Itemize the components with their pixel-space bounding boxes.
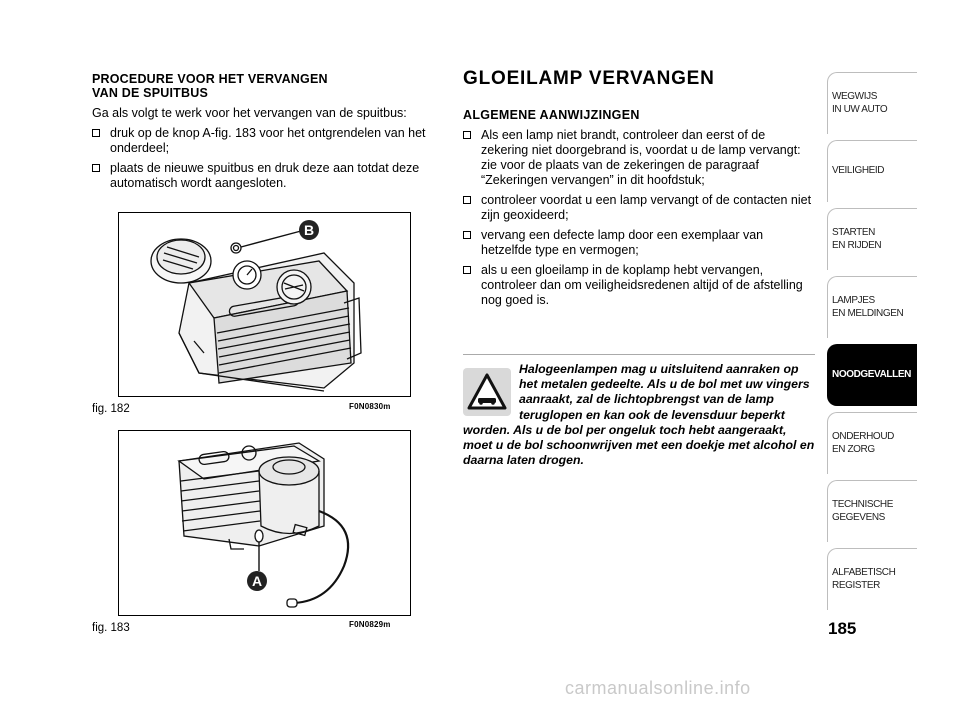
figure-182-illustration [118, 212, 411, 397]
checkbox-bullet-icon [463, 131, 471, 139]
figure-183-illustration [118, 430, 411, 616]
chapter-tabs [827, 72, 917, 616]
procedure-heading: PROCEDURE VOOR HET VERVANGEN VAN DE SPUITBUS [92, 72, 328, 100]
instructions-list [463, 128, 815, 308]
procedure-intro: Ga als volgt te werk voor het vervangen van de spuitbus: [92, 106, 407, 120]
checkbox-bullet-icon [92, 129, 100, 137]
checkbox-bullet-icon [463, 196, 471, 204]
figure-182-code: F0N0830m [349, 402, 391, 411]
tab-noodgevallen[interactable]: NOODGEVALLEN [827, 344, 917, 406]
watermark: carmanualsonline.info [565, 678, 751, 698]
section-title: GLOEILAMP VERVANGEN [463, 68, 715, 89]
list-item: vervang een defecte lamp door een exemplaar van hetzelfde type en vermogen; [463, 228, 815, 258]
checkbox-bullet-icon [463, 231, 471, 239]
list-item: controleer voordat u een lamp vervangt of de contacten niet zijn geoxideerd; [463, 193, 815, 223]
right-column [463, 68, 815, 313]
checkbox-bullet-icon [463, 266, 471, 274]
figure-182-caption: fig. 182 [92, 403, 130, 415]
callout-a-label: A [251, 573, 263, 589]
compressor-top-view-drawing [119, 213, 409, 395]
tab-wegwijs[interactable]: WEGWIJS IN UW AUTO [827, 72, 917, 134]
divider [463, 354, 815, 355]
warning-text: Halogeenlampen mag u uitsluitend aanraken op het metalen gedeelte. Als u de bol met uw vingers aanraakt, zal de lichtopbrengst van de lamp teruglopen en kan ook de levensduur beperkt worden. Als u de bol per ongeluk toch hebt aangeraakt, moet u de bol schoonwrijven met een doekje met alcohol en daarna laten drogen. [463, 362, 815, 468]
page-number: 185 [828, 619, 857, 638]
tab-veiligheid[interactable]: VEILIGHEID [827, 140, 917, 202]
procedure-list [92, 126, 432, 191]
section-subtitle: ALGEMENE AANWIJZINGEN [463, 108, 640, 122]
left-column [92, 72, 432, 196]
list-item: plaats de nieuwe spuitbus en druk deze aan totdat deze automatisch wordt aangesloten. [92, 161, 432, 191]
tab-starten[interactable]: STARTEN EN RIJDEN [827, 208, 917, 270]
tab-lampjes[interactable]: LAMPJES EN MELDINGEN [827, 276, 917, 338]
list-item: Als een lamp niet brandt, controleer dan eerst of de zekering niet doorgebrand is, voordat u de lamp vervangt: zie voor de plaats van de zekeringen de paragraaf “Zekeringen vervangen” in dit hoofdstuk; [463, 128, 815, 188]
figure-183-code: F0N0829m [349, 620, 391, 629]
figure-183-caption: fig. 183 [92, 622, 130, 634]
tab-onderhoud[interactable]: ONDERHOUD EN ZORG [827, 412, 917, 474]
compressor-side-view-drawing [119, 431, 409, 614]
tab-alfabetisch[interactable]: ALFABETISCH REGISTER [827, 548, 917, 610]
warning-triangle-icon [463, 368, 511, 416]
callout-b-label: B [303, 222, 315, 238]
checkbox-bullet-icon [92, 164, 100, 172]
list-item: als u een gloeilamp in de koplamp hebt vervangen, controleer dan om veiligheidsredenen altijd of de afstelling nog goed is. [463, 263, 815, 308]
warning-note [463, 354, 815, 468]
list-item: druk op de knop A-fig. 183 voor het ontgrendelen van het onderdeel; [92, 126, 432, 156]
tab-technische[interactable]: TECHNISCHE GEGEVENS [827, 480, 917, 542]
